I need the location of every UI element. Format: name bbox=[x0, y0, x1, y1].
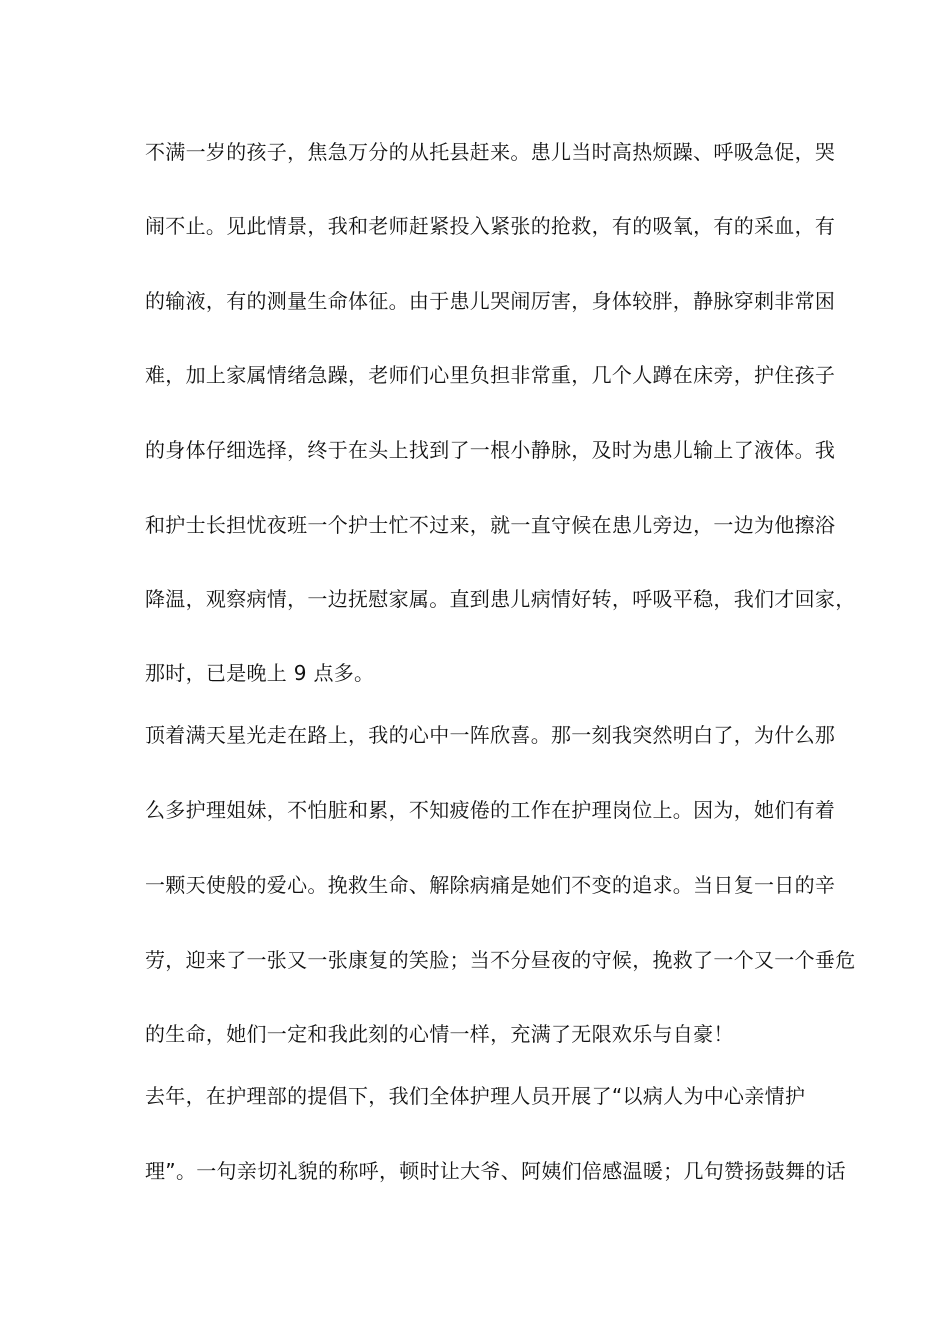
text-line: 不满一岁的孩子，焦急万分的从托县赶来。患儿当时高热烦躁、呼吸急促，哭 bbox=[145, 140, 836, 164]
text-line: 的生命，她们一定和我此刻的心情一样，充满了无限欢乐与自豪！ bbox=[145, 1022, 734, 1046]
text-line: 和护士长担忧夜班一个护士忙不过来，就一直守候在患儿旁边，一边为他擦浴 bbox=[145, 513, 836, 537]
text-line: 去年，在护理部的提倡下，我们全体护理人员开展了“以病人为中心亲情护 bbox=[145, 1084, 806, 1108]
text-line: 的身体仔细选择，终于在头上找到了一根小静脉，及时为患儿输上了液体。我 bbox=[145, 438, 836, 462]
text-line: 的输液，有的测量生命体征。由于患儿哭闹厉害，身体较胖，静脉穿刺非常困 bbox=[145, 289, 836, 313]
text-line: 么多护理姐妹，不怕脏和累，不知疲倦的工作在护理岗位上。因为，她们有着 bbox=[145, 798, 836, 822]
text-line: 降温，观察病情，一边抚慰家属。直到患儿病情好转，呼吸平稳，我们才回家， bbox=[145, 587, 856, 611]
text-line: 理”。一句亲切礼貌的称呼，顿时让大爷、阿姨们倍感温暖；几句赞扬鼓舞的话 bbox=[145, 1159, 846, 1183]
text-line: 难，加上家属情绪急躁，老师们心里负担非常重，几个人蹲在床旁，护住孩子 bbox=[145, 363, 836, 387]
text-line: 那时，已是晚上 9 点多。 bbox=[145, 661, 375, 685]
text-line: 闹不止。见此情景，我和老师赶紧投入紧张的抢救，有的吸氧，有的采血，有 bbox=[145, 214, 836, 238]
text-line: 一颗天使般的爱心。挽救生命、解除病痛是她们不变的追求。当日复一日的辛 bbox=[145, 873, 836, 897]
text-line: 劳，迎来了一张又一张康复的笑脸；当不分昼夜的守候，挽救了一个又一个垂危 bbox=[145, 948, 856, 972]
text-line: 顶着满天星光走在路上，我的心中一阵欣喜。那一刻我突然明白了，为什么那 bbox=[145, 723, 836, 747]
